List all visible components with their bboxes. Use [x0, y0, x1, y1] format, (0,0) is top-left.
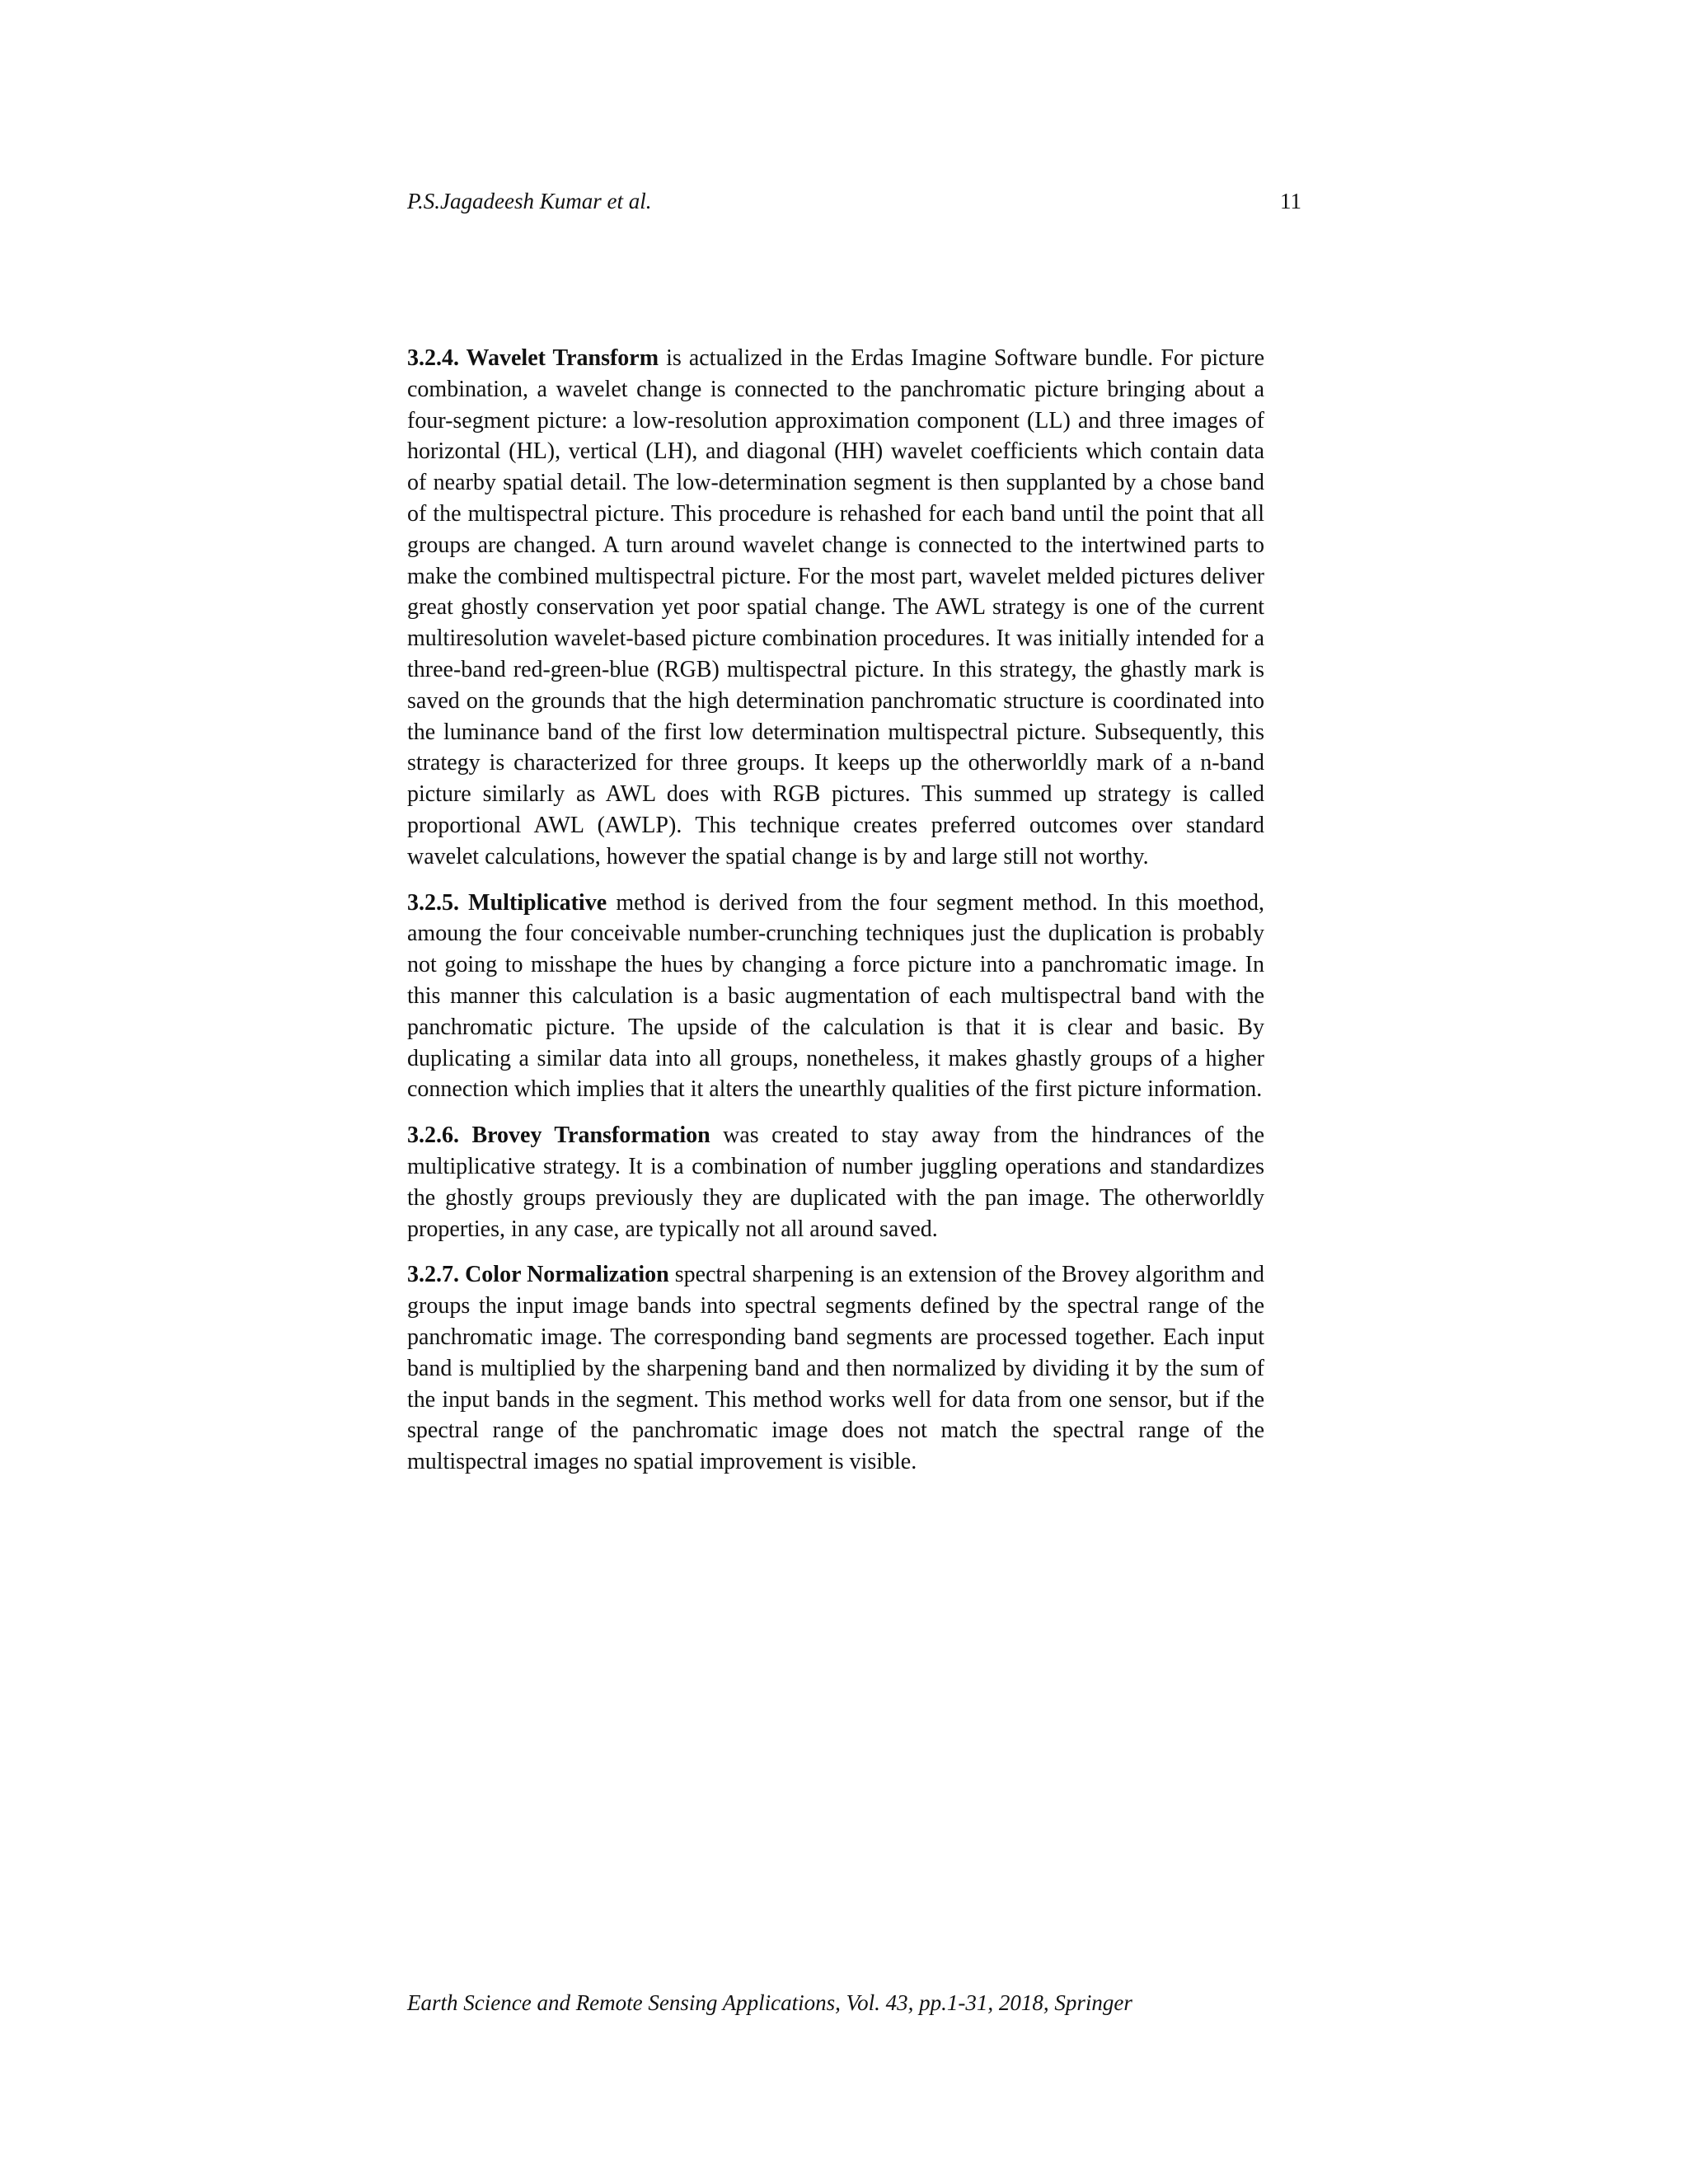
- section-paragraph: spectral sharpening is an extension of the Brovey algorithm and groups the input image bands into spectral segments defined by the spectral range of the panchromatic image. The corresponding band segments are processed together. Each input band is multiplied by the sharpening band and then normalized by dividing it by the sum of the input bands in the segment. This method works well for data from one sensor, but if the spectral range of the panchromatic image does not match the spectral range of the multispectral images no spatial improvement is visible.: [407, 1262, 1264, 1475]
- running-head-author: P.S.Jagadeesh Kumar et al.: [407, 189, 652, 213]
- section-wavelet-transform: [407, 343, 1264, 873]
- section-color-normalization: [407, 1259, 1264, 1478]
- page-header: [407, 185, 1301, 218]
- section-paragraph: method is derived from the four segment method. In this moethod, amoung the four conceivable number-crunching techniques just the duplication is probably not going to misshape the hues by changing a force picture into a panchromatic image. In this manner this calculation is a basic augmentation of each multispectral band with the panchromatic picture. The upside of the calculation is that it is clear and basic. By duplicating a similar data into all groups, nonetheless, it makes ghastly groups of a higher connection which implies that it alters the unearthly qualities of the first picture information.: [407, 889, 1264, 1103]
- section-heading: 3.2.4. Wavelet Transform: [407, 345, 659, 371]
- page-footer-citation: Earth Science and Remote Sensing Applications, Vol. 43, pp.1-31, 2018, Springer: [407, 1990, 1132, 2015]
- section-heading: 3.2.6. Brovey Transformation: [407, 1122, 710, 1149]
- section-paragraph: was created to stay away from the hindrances of the multiplicative strategy. It is a combination of number juggling operations and standardizes the ghostly groups previously they are duplicated with the pan image. The otherworldly properties, in any case, are typically not all around saved.: [407, 1122, 1264, 1242]
- section-brovey-transformation: [407, 1120, 1264, 1244]
- page-number: 11: [1280, 189, 1301, 213]
- body-text: [407, 343, 1264, 1493]
- section-heading: 3.2.5. Multiplicative: [407, 889, 607, 916]
- section-paragraph: is actualized in the Erdas Imagine Software bundle. For picture combination, a wavelet change is connected to the panchromatic picture bringing about a four-segment picture: a low-resolution approximation component (LL) and three images of horizontal (HL), vertical (LH), and diagonal (HH) wavelet coefficients which contain data of nearby spatial detail. The low-determination segment is then supplanted by a chose band of the multispectral picture. This procedure is rehashed for each band until the point that all groups are changed. A turn around wavelet change is connected to the intertwined parts to make the combined multispectral picture. For the most part, wavelet melded pictures deliver great ghostly conservation yet poor spatial change. The AWL strategy is one of the current multiresolution wavelet-based picture combination procedures. It was initially intended for a three-band red-green-blue (RGB) multispectral picture. In this strategy, the ghastly mark is saved on the grounds that the high determination panchromatic structure is coordinated into the luminance band of the first low determination multispectral picture. Subsequently, this strategy is characterized for three groups. It keeps up the otherworldly mark of a n-band picture similarly as AWL does with RGB pictures. This summed up strategy is called proportional AWL (AWLP). This technique creates preferred outcomes over standard wavelet calculations, however the spatial change is by and large still not worthy.: [407, 345, 1264, 869]
- section-multiplicative: [407, 888, 1264, 1106]
- section-heading: 3.2.7. Color Normalization: [407, 1262, 669, 1288]
